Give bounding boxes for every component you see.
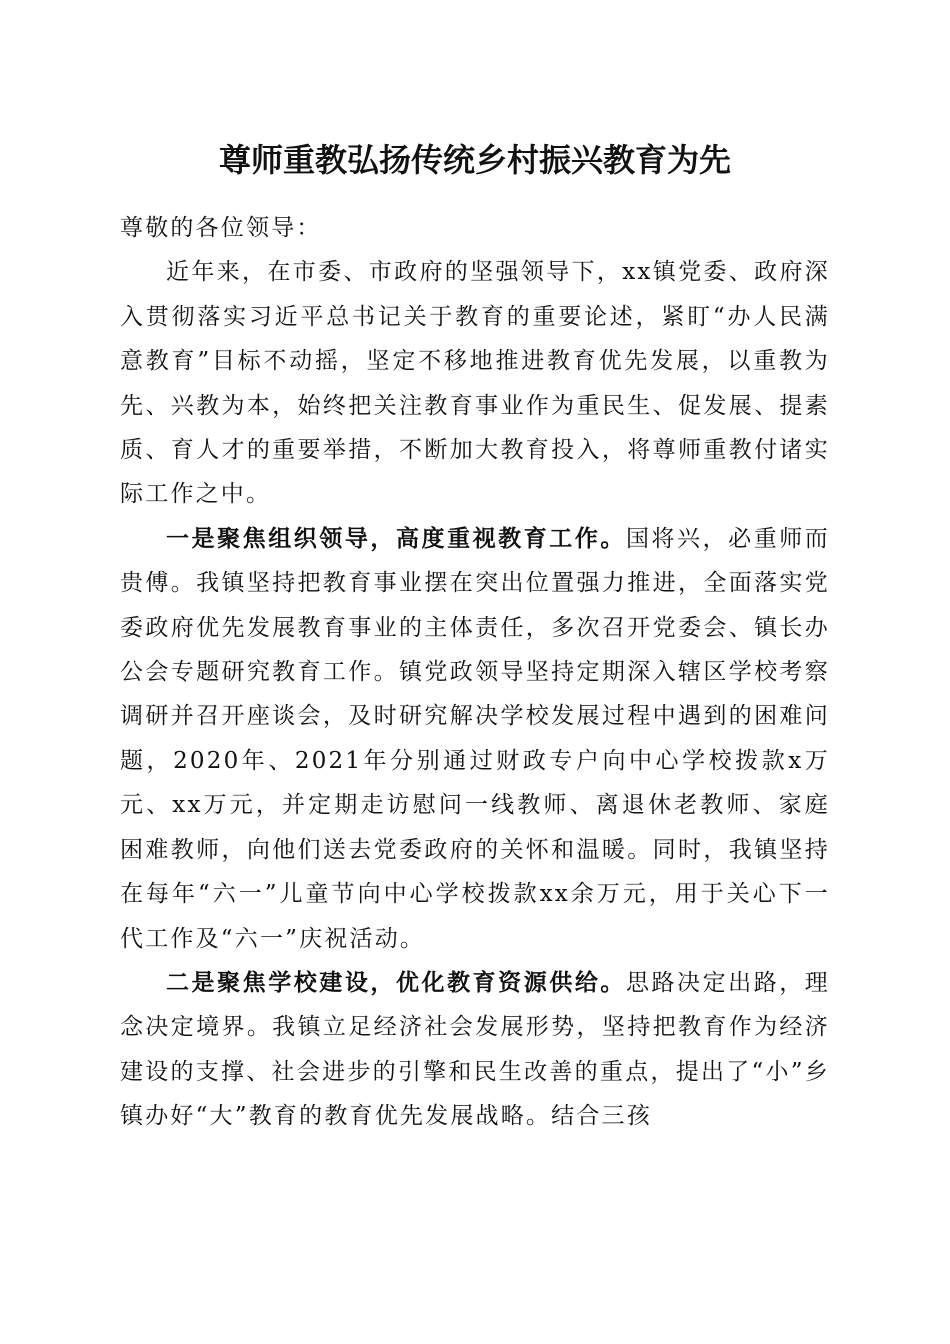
paragraph-school-building (120, 961, 830, 1139)
paragraph-organization-heading: 一是聚焦组织领导，高度重视教育工作。 (166, 524, 626, 552)
paragraph-organization (120, 517, 830, 961)
paragraph-intro (120, 250, 830, 516)
paragraph-organization-text: 国将兴，必重师而贵傅。我镇坚持把教育事业摆在突出位置强力推进，全面落实党委政府优先发展教育事业的主体责任，多次召开党委会、镇长办公会专题研究教育工作。镇党政领导坚持定期深入辖区学校考察调研并召开座谈会，及时研究解决学校发展过程中遇到的困难问题，2020年、2021年分别通过财政专户向中心学校拨款x万元、xx万元，并定期走访慰问一线教师、离退休老教师、家庭困难教师，向他们送去党委政府的关怀和温暖。同时，我镇坚持在每年“六一”儿童节向中心学校拨款xx余万元，用于关心下一代工作及“六一”庆祝活动。 (120, 525, 830, 952)
paragraph-school-building-text: 思路决定出路，理念决定境界。我镇立足经济社会发展形势，坚持把教育作为经济建设的支撑、社会进步的引擎和民生改善的重点，提出了“小”乡镇办好“大”教育的教育优先发展战略。结合三孩 (120, 969, 830, 1130)
document-title: 尊师重教弘扬传统乡村振兴教育为先 (218, 141, 731, 179)
paragraph-school-building-heading: 二是聚焦学校建设，优化教育资源供给。 (166, 968, 626, 996)
document-body (120, 206, 830, 1139)
paragraph-intro-text: 近年来，在市委、市政府的坚强领导下，xx镇党委、政府深入贯彻落实习近平总书记关于教育的重要论述，紧盯“办人民满意教育”目标不动摇，坚定不移地推进教育优先发展，以重教为先、兴教为本，始终把关注教育事业作为重民生、促发展、提素质、育人才的重要举措，不断加大教育投入，将尊师重教付诸实际工作之中。 (120, 259, 830, 508)
salutation: 尊敬的各位领导： (120, 215, 322, 241)
